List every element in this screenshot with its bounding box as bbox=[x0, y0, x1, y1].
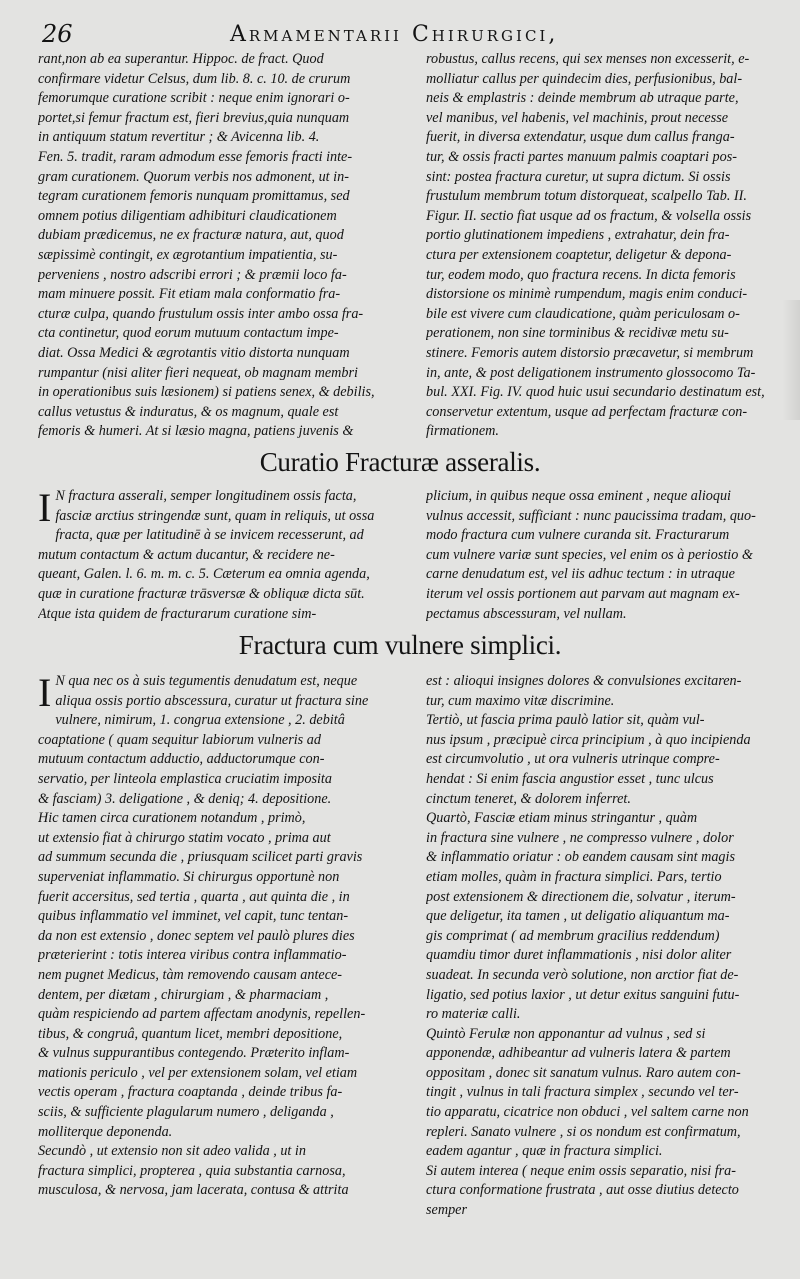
text-line: frustulum membrum totum distorqueat, scalpello Tab. II. bbox=[426, 188, 747, 205]
text-line: mutuum contactum adductio, adductorumque con- bbox=[38, 751, 325, 768]
drop-cap: I bbox=[38, 487, 52, 530]
section-heading-vulnere: Fractura cum vulnere simplici. bbox=[238, 630, 562, 660]
text-line: stinere. Femoris autem distorsio præcavetur, si membrum bbox=[426, 344, 754, 361]
text-line: est circumvolutio , ut ora vulneris utrinque compre- bbox=[426, 751, 720, 768]
text-line: & vulnus suppurantibus contegendo. Præterito inflam- bbox=[38, 1045, 350, 1062]
text-line: tibus, & congruâ, quantum licet, membri depositione, bbox=[38, 1025, 343, 1042]
text-line: da non est extensio , donec septem vel paulò plures dies bbox=[38, 927, 355, 944]
text-line: fuerit, in diversa extendatur, usque dum callus franga- bbox=[426, 129, 735, 146]
text-line: perationem, non sine torminibus & recidivæ metu su- bbox=[426, 325, 729, 342]
text-line: musculosa, & nervosa, jam lacerata, contusa & attrita bbox=[38, 1182, 349, 1199]
text-line: fracta, quæ per latitudinē à se invicem recesserunt, ad bbox=[55, 527, 364, 544]
text-line: servatio, per linteola emplastica cruciatim imposita bbox=[38, 770, 332, 787]
text-line: carne denudatum est, vel iis adhuc tectum : in utraque bbox=[426, 566, 735, 583]
text-line: mationis periculo , vel per extensionem solam, vel etiam bbox=[38, 1064, 358, 1081]
top-right-column bbox=[426, 50, 788, 446]
text-line: præterierint : totis interea viribus contra inflammatio- bbox=[38, 947, 347, 964]
text-line: cturæ culpa, quando frustulum ossis inter ambo ossa fra- bbox=[38, 305, 364, 322]
text-line: gis comprimat ( ad membrum gracilius reddendum) bbox=[426, 927, 720, 944]
text-line: femoris & humeri. At si læsio magna, patiens juvenis & bbox=[38, 423, 354, 440]
text-line: N qua nec os à suis tegumentis denudatum est, neque bbox=[55, 673, 358, 689]
text-line: sæpissimè contingit, ex ægrotantium impatientia, su- bbox=[38, 246, 338, 263]
text-line: ctura conformatione frustrata , aut osse diutius detecto bbox=[426, 1182, 739, 1199]
text-line: vulnus accessit, sufficiant : nunc paucissima tradam, quo- bbox=[426, 507, 756, 524]
text-line: femorumque curatione scribit : neque enim ignorari o- bbox=[38, 90, 350, 107]
text-line: callus vetustus & induratus, & os magnum, quale est bbox=[38, 403, 339, 420]
text-line: cinctum teneret, & dolorem inferret. bbox=[426, 790, 631, 807]
text-line: pectamus abscessuram, vel nullam. bbox=[426, 605, 627, 622]
text-line: sciis, & sufficiente plagularum numero , deliganda , bbox=[38, 1104, 334, 1121]
section1-left-column bbox=[38, 487, 406, 627]
text-line: portet,si femur fractum est, fieri brevius,quia nunquam bbox=[38, 109, 350, 126]
text-line: post extensionem & directionem die, solvatur , iterum- bbox=[426, 888, 736, 905]
text-line: semper bbox=[426, 1202, 467, 1219]
text-line: dubiam prædicemus, ne ex fracturæ natura, aut, quod bbox=[38, 227, 344, 244]
text-line: mam minuere possit. Fit etiam mala conformatio fra- bbox=[38, 286, 341, 303]
page-number: 26 bbox=[42, 20, 73, 48]
text-line: ut extensio fiat à chirurgo statim vocato , prima aut bbox=[38, 829, 331, 846]
text-line: perveniens , nostro adscribi errori ; & præmii loco fa- bbox=[38, 266, 347, 283]
text-line: in fractura sine vulnere , ne compresso vulnere , dolor bbox=[426, 829, 734, 846]
text-line: fuerit accersitus, sed tertia , quarta , aut quinta die , in bbox=[38, 888, 350, 905]
page-edge-shadow bbox=[782, 300, 800, 420]
text-line: aliqua ossis portio abscessura, curatur ut fractura sine bbox=[55, 692, 369, 709]
text-line: vectis operam , fractura coaptanda , deinde tribus fa- bbox=[38, 1084, 343, 1101]
text-line: est : alioqui insignes dolores & convulsiones excitaren- bbox=[426, 673, 742, 689]
text-line: eadem agantur , quæ in fractura simplici. bbox=[426, 1143, 663, 1160]
text-line: & inflammatio oriatur : ob eandem causam sint magis bbox=[426, 849, 735, 866]
text-line: Hic tamen circa curationem notandum , primò, bbox=[38, 810, 306, 827]
text-line: Figur. II. sectio fiat usque ad os fractum, & volsella ossis bbox=[426, 207, 752, 224]
text-line: neis & emplastris : deinde membrum ab utraque parte, bbox=[426, 90, 739, 107]
text-line: vulnere, nimirum, 1. congrua extensione , 2. debitâ bbox=[55, 712, 345, 729]
text-line: omnem potius diligentiam adhibituri claudicationem bbox=[38, 207, 337, 224]
text-line: ligatio, sed potius laxior , ut detur exitus sanguini futu- bbox=[426, 986, 740, 1003]
text-line: Fen. 5. tradit, raram admodum esse femoris fracti inte- bbox=[38, 148, 353, 165]
text-line: apponendæ, adhibeantur ad vulneris latera & partem bbox=[426, 1045, 731, 1062]
text-line: tingit , vulnus in tali fractura simplex , secundo vel ter- bbox=[426, 1084, 739, 1101]
text-line: coaptatione ( quam sequitur labiorum vulneris ad bbox=[38, 731, 321, 748]
drop-cap: I bbox=[38, 672, 52, 715]
text-line: ctura per extensionem coaptetur, deligetur & depona- bbox=[426, 246, 732, 263]
text-line: fasciæ arctius stringendæ sunt, quam in reliquis, ut ossa bbox=[55, 507, 375, 524]
text-line: Secundò , ut extensio non sit adeo valida , ut in bbox=[38, 1143, 306, 1160]
text-line: diat. Ossa Medici & ægrotantis vitio distorta nunquam bbox=[38, 344, 350, 361]
text-line: Quintò Ferulæ non apponantur ad vulnus , sed si bbox=[426, 1025, 706, 1042]
text-line: hendat : Si enim fascia angustior esset , tunc ulcus bbox=[426, 770, 714, 787]
text-line: iterum vel ossis portionem aut parvam aut magnam ex- bbox=[426, 585, 740, 602]
text-line: nem pugnet Medicus, tàm removendo causam antece- bbox=[38, 966, 343, 983]
section2-left-column bbox=[38, 672, 406, 1272]
section-heading-asseral: Curatio Fracturæ asseralis. bbox=[259, 447, 541, 477]
text-line: distorsione os minimè rumpendum, magis enim conduci- bbox=[426, 286, 748, 303]
text-line: suadeat. In secunda verò solutione, non arctior fiat de- bbox=[426, 966, 739, 983]
text-line: rumpantur (nisi aliter fieri nequeat, ob magnam membri bbox=[38, 364, 358, 381]
text-line: tegram curationem femoris nunquam promittamus, sed bbox=[38, 188, 350, 205]
text-line: quamdiu timor duret inflammationis , nisi dolor aliter bbox=[426, 947, 732, 964]
text-line: superveniat inflammatio. Si chirurgus opportunè non bbox=[38, 868, 340, 885]
text-line: robustus, callus recens, qui sex menses non excesserit, e- bbox=[426, 51, 750, 67]
text-line: modo fractura cum vulnere curanda sit. Fracturarum bbox=[426, 527, 730, 544]
text-line: plicium, in quibus neque ossa eminent , neque alioqui bbox=[426, 488, 731, 504]
text-line: bul. XXI. Fig. IV. quod huic usui secundario destinatum est, bbox=[426, 384, 765, 401]
text-line: in antiquum statum revertitur ; & Avicenna lib. 4. bbox=[38, 129, 320, 146]
text-line: N fractura asserali, semper longitudinem ossis facta, bbox=[55, 488, 357, 504]
text-line: firmationem. bbox=[426, 423, 499, 440]
text-line: fractura simplici, propterea , quia substantia carnosa, bbox=[38, 1162, 346, 1179]
text-line: tur, & ossis fracti partes manuum palmis coaptari pos- bbox=[426, 148, 737, 165]
running-title: Armamentarii Chirurgici, bbox=[230, 22, 559, 47]
text-line: etiam molles, quàm in fractura simplici. Pars, tertio bbox=[426, 868, 722, 885]
text-line: ro materiæ calli. bbox=[426, 1006, 521, 1023]
text-line: in operationibus suis læsionem) si patiens senex, & debilis, bbox=[38, 384, 375, 401]
top-left-column bbox=[38, 50, 406, 446]
text-line: dentem, per diætam , chirurgiam , & pharmaciam , bbox=[38, 986, 329, 1003]
text-line: molliatur callus per quindecim dies, perfusionibus, bal- bbox=[426, 70, 743, 87]
text-line: bile est vivere cum claudicatione, quàm periculosam o- bbox=[426, 305, 740, 322]
text-line: confirmare videtur Celsus, dum lib. 8. c. 10. de crurum bbox=[38, 70, 351, 87]
text-line: vel manibus, vel habenis, vel machinis, prout necesse bbox=[426, 109, 729, 126]
text-line: oppositam , donec sit sanatum vulnus. Raro autem con- bbox=[426, 1064, 741, 1081]
text-line: tur, cum maximo vitæ discrimine. bbox=[426, 692, 615, 709]
section1-right-column bbox=[426, 487, 788, 627]
text-line: nus ipsum , præcipuè circa principium , à quo incipienda bbox=[426, 731, 751, 748]
text-line: in, ante, & post deligationem instrumento glossocomo Ta- bbox=[426, 364, 756, 381]
text-line: portio glutinationem impediens , extrahatur, dein fra- bbox=[426, 227, 730, 244]
page-header bbox=[34, 16, 794, 50]
text-line: cum vulnere variæ sunt species, vel enim os à periostio & bbox=[426, 546, 753, 563]
text-line: molliterque deponenda. bbox=[38, 1123, 173, 1140]
text-line: Atque ista quidem de fracturarum curatione sim- bbox=[38, 605, 317, 622]
text-line: Tertiò, ut fascia prima paulò latior sit, quàm vul- bbox=[426, 712, 705, 729]
text-line: sint: postea fractura curetur, ut supra dictum. Si ossis bbox=[426, 168, 731, 185]
text-line: queant, Galen. l. 6. m. m. c. 5. Cæterum ea omnia agenda, bbox=[38, 566, 370, 583]
text-line: cta continetur, quod eorum mutuum contactum impe- bbox=[38, 325, 339, 342]
text-line: quæ in curatione fracturæ trāsversæ & obliquæ dicta sūt. bbox=[38, 585, 365, 602]
text-line: Si autem interea ( neque enim ossis separatio, nisi fra- bbox=[426, 1162, 736, 1179]
text-line: repleri. Sanato vulnere , si os nondum est confirmatum, bbox=[426, 1123, 741, 1140]
text-line: conservetur extentum, usque ad perfectam fracturæ con- bbox=[426, 403, 748, 420]
section2-right-column bbox=[426, 672, 788, 1272]
text-line: que deligetur, ita tamen , ut deligatio aliquantum ma- bbox=[426, 908, 730, 925]
text-line: Quartò, Fasciæ etiam minus stringantur , quàm bbox=[426, 810, 698, 827]
text-line: quibus inflammatio vel imminet, vel capit, tunc tentan- bbox=[38, 908, 349, 925]
text-line: gram curationem. Quorum verbis nos admonent, ut in- bbox=[38, 168, 349, 185]
text-line: mutum contactum & actum ducantur, & recidere ne- bbox=[38, 546, 335, 563]
text-line: rant,non ab ea superantur. Hippoc. de fract. Quod bbox=[38, 51, 324, 67]
text-line: ad summum secunda die , priusquam scilicet parti gravis bbox=[38, 849, 363, 866]
text-line: tio apparatu, cicatrice non obduci , vel saltem carne non bbox=[426, 1104, 749, 1121]
text-line: tur, eodem modo, quo fractura recens. In dicta femoris bbox=[426, 266, 736, 283]
text-line: & fasciam) 3. deligatione , & deniq; 4. depositione. bbox=[38, 790, 332, 807]
text-line: quàm respiciendo ad partem affectam anodynis, repellen- bbox=[38, 1006, 366, 1023]
